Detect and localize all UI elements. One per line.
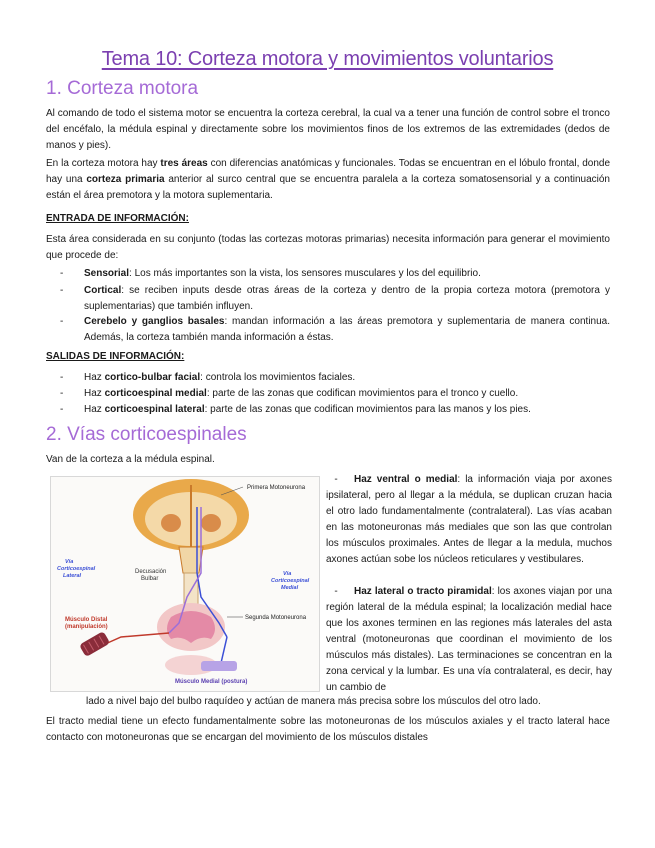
bold-term: corticoespinal medial — [104, 388, 207, 399]
label-musculo-medial: Músculo Medial (postura) — [175, 679, 248, 685]
bold-term: Haz ventral o medial — [354, 474, 458, 485]
text-run: con diferencias anatómicas y funcionales. Todas se encuentran en el lóbulo frontal, donde hay una — [46, 158, 611, 185]
list-dash: - — [60, 316, 64, 327]
text-run: Haz — [84, 372, 105, 383]
label-via-lateral-1: Vía — [65, 559, 74, 565]
text-run: Haz — [84, 404, 105, 415]
paragraph-intro: Al comando de todo el sistema motor se encuentra la corteza cerebral, la cual va a tener una función de control sobre el tronco del encéfalo, la médula espinal y directamente sobre los movimientos finos de los extremos de las extremidades (dedos de manos y pies). — [46, 108, 610, 151]
bold-term: Sensorial — [84, 268, 130, 279]
bold-term: Haz lateral o tracto piramidal — [354, 586, 492, 597]
text-run: : se reciben inputs desde otras áreas de la corteza y dentro de la propia corteza motora (premotora y suplementarias) que también influyen. — [84, 285, 610, 312]
bold-term: corteza primaria — [86, 174, 165, 185]
label-primera-motoneurona: Primera Motoneurona — [247, 485, 306, 491]
pathway-diagram — [51, 477, 319, 691]
text-run: anterior al surco central que se encuentra paralela a la corteza somatosensorial y a continuación están el área premotora y la motora suplementaria. — [46, 174, 610, 201]
paragraph-haz-ventral — [326, 472, 612, 568]
list-item-cerebelo — [60, 314, 610, 346]
paragraph-vias-intro: Van de la corteza a la médula espinal. — [46, 454, 215, 465]
list-item-cortico-bulbar — [60, 370, 610, 386]
list-item-corticoespinal-lateral — [60, 402, 610, 418]
label-via-medial-3: Medial — [281, 585, 299, 591]
text-run: : los axones viajan por una región lateral de la médula espinal; la localización medial hace que los axones terminen en las regiones más laterales del asta ventral (motoneuronas que coordinan el movimiento de los músculos más distales). Las terminaciones se concentran en la zona cervical y la lumbar. Es una vía contralateral, es decir, hay un cambio de — [326, 586, 612, 693]
list-dash: - — [60, 388, 64, 399]
label-via-medial-2: Corticoespinal — [271, 578, 310, 584]
bold-term: Cortical — [84, 285, 122, 296]
list-dash: - — [60, 404, 64, 415]
paragraph-haz-lateral-tail: lado a nivel bajo del bulbo raquídeo y actúan de manera más precisa sobre los músculos del otro lado. — [86, 696, 541, 707]
bold-term: Cerebelo y ganglios basales — [84, 316, 225, 327]
list-item-corticoespinal-medial — [60, 386, 610, 402]
label-entrada: ENTRADA DE INFORMACIÓN: — [46, 213, 189, 224]
text-run: : mandan información a las áreas premotora y suplementaria de manera continua. Además, la corteza también manda información a éstas. — [84, 316, 611, 343]
paragraph-tres-areas — [46, 156, 610, 204]
paragraph-entrada: Esta área considerada en su conjunto (todas las cortezas motoras primarias) necesita información para generar el movimiento que procede de: — [46, 234, 610, 261]
label-bulbar: Bulbar — [141, 576, 159, 582]
list-dash: - — [326, 474, 338, 485]
list-dash: - — [60, 285, 64, 296]
page-title: Tema 10: Corteza motora y movimientos voluntarios — [101, 48, 554, 70]
text-run: : parte de las zonas que codifican movimientos para el tronco y cuello. — [206, 388, 519, 399]
label-manipulacion: (manipulación) — [65, 624, 108, 630]
list-dash: - — [326, 586, 338, 597]
bold-term: tres áreas — [160, 158, 208, 169]
text-run: Haz — [84, 388, 105, 399]
list-item-sensorial — [60, 266, 610, 282]
list-item-cortical — [60, 283, 610, 315]
bold-term: corticoespinal lateral — [104, 404, 205, 415]
label-salidas: SALIDAS DE INFORMACIÓN: — [46, 351, 185, 362]
text-run: : Los más importantes son la vista, los sensores musculares y los del equilibrio. — [129, 268, 481, 279]
label-decusacion: Decusación — [135, 569, 167, 575]
paragraph-haz-lateral — [326, 584, 612, 696]
text-run: : parte de las zonas que codifican movimientos para las manos y los pies. — [204, 404, 531, 415]
label-musculo-distal: Músculo Distal — [65, 617, 108, 623]
bold-term: cortico-bulbar facial — [104, 372, 201, 383]
text-run: En la corteza motora hay — [46, 158, 161, 169]
label-via-medial-1: Vía — [283, 571, 292, 577]
list-dash: - — [60, 268, 64, 279]
text-run: : controla los movimientos faciales. — [200, 372, 356, 383]
section-heading-corteza-motora: 1. Corteza motora — [46, 78, 199, 99]
section-heading-vias: 2. Vías corticoespinales — [46, 424, 247, 445]
list-dash: - — [60, 372, 64, 383]
label-via-lateral-2: Corticoespinal — [57, 566, 96, 572]
paragraph-closing: El tracto medial tiene un efecto fundamentalmente sobre las motoneuronas de los músculos axiales y el tracto lateral hace contacto con motoneuronas que se encargan del movimiento de los músculos distales — [46, 716, 610, 743]
corticospinal-figure — [50, 476, 320, 692]
label-via-lateral-3: Lateral — [63, 573, 82, 579]
text-run: : la información viaja por axones ipsilateral, pero al llegar a la médula, se duplican cruzan hacia el otro lado fundamentalmente (contralateral). Las vías acaban en las motoneuronas más mediales que son las que controlan los músculos proximales. Antes de llegar a la medula, muchos axones actúan sobe los núcleos reticulares y vestibulares. — [326, 474, 612, 565]
label-segunda-motoneurona: Segunda Motoneurona — [245, 615, 307, 621]
medial-muscle-icon — [201, 661, 237, 671]
